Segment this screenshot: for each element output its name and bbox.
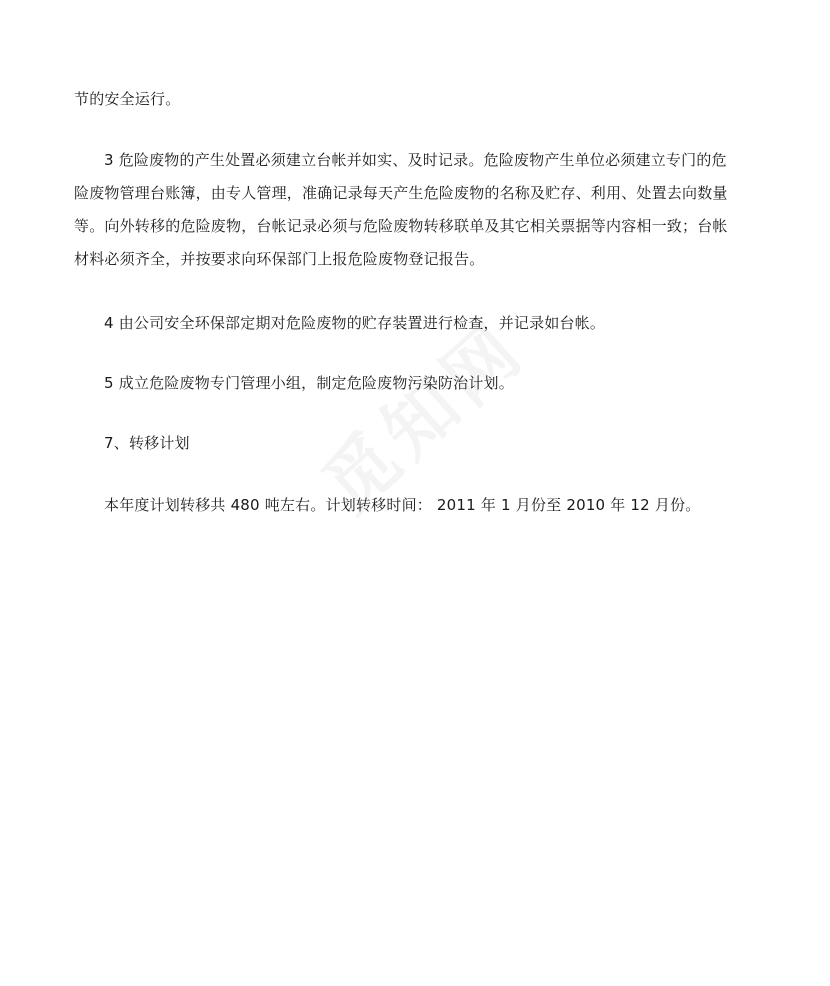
paragraph-item-3-cont (74, 178, 764, 274)
paragraph-line: 7、转移计划 (104, 434, 190, 452)
paragraph-line: 材料必须齐全，并按要求向环保部门上报危险废物登记报告。 (74, 250, 485, 268)
paragraph-line: 3 危险废物的产生处置必须建立台帐并如实、及时记录。危险废物产生单位必须建立专门的危 (104, 151, 727, 169)
paragraph-line: 5 成立危险废物专门管理小组，制定危险废物污染防治计划。 (104, 374, 514, 392)
paragraph-item-5 (104, 368, 764, 398)
paragraph-line: 本年度计划转移共 480 吨左右。计划转移时间： 2011 年 1 月份至 2010 年 12 月份。 (104, 496, 701, 514)
paragraph-item-4 (104, 308, 764, 338)
paragraph-continuation (74, 84, 764, 114)
paragraph-line: 等。向外转移的危险废物，台帐记录必须与危险废物转移联单及其它相关票据等内容相一致；台帐 (74, 217, 728, 235)
paragraph-line: 节的安全运行。 (74, 90, 181, 108)
section-heading-transfer-plan (104, 428, 764, 458)
paragraph-line: 4 由公司安全环保部定期对危险废物的贮存装置进行检查，并记录如台帐。 (104, 314, 606, 332)
paragraph-transfer-details (104, 490, 764, 520)
paragraph-item-3 (104, 145, 764, 175)
paragraph-line: 险废物管理台账簿，由专人管理，准确记录每天产生危险废物的名称及贮存、利用、处置去向数量 (74, 184, 728, 202)
